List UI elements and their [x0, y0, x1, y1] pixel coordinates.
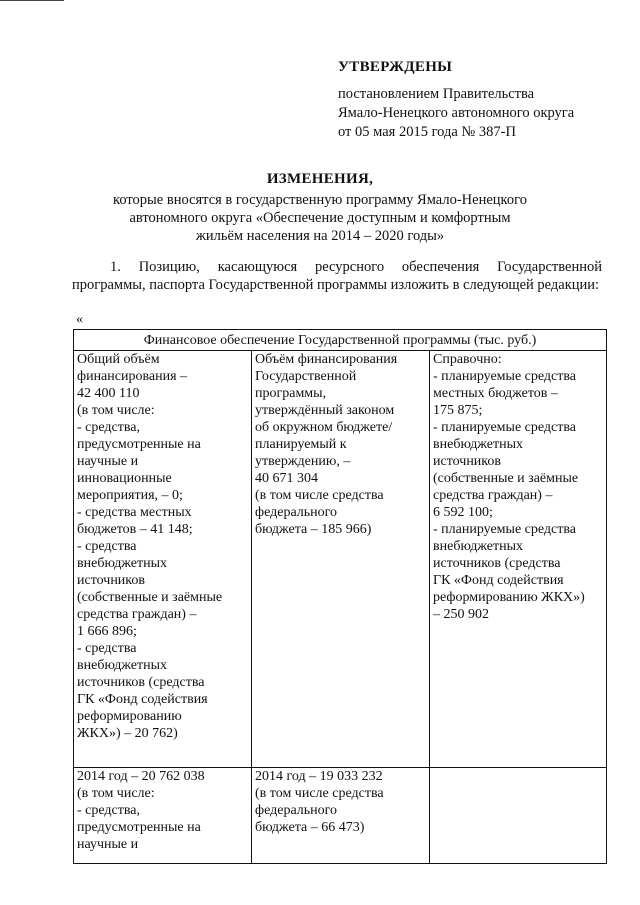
cell-line: предусмотренные на — [77, 437, 201, 452]
approval-line: постановлением Правительства — [338, 86, 535, 102]
cell-line: - средства — [77, 641, 137, 656]
cell-line: утверждению, – — [255, 454, 351, 469]
cell-line: бюджета – 185 966) — [255, 522, 372, 537]
cell-line: внебюджетных — [77, 556, 168, 571]
cell-line: - планируемые средства — [433, 369, 577, 384]
cell-line: Государственной — [255, 369, 357, 384]
cell-line: средства граждан) – — [77, 607, 197, 622]
table-row — [74, 768, 607, 864]
cell-line: 6 592 100; — [433, 505, 493, 520]
cell-line: инновационные — [77, 471, 172, 486]
document-title: ИЗМЕНЕНИЯ, — [266, 171, 374, 187]
approval-line: Ямало-Ненецкого автономного округа — [338, 105, 575, 121]
cell-line: источников (средства — [77, 675, 205, 690]
table-header: Финансовое обеспечение Государственной программы (тыс. руб.) — [74, 330, 607, 351]
cell-line: планируемый к — [255, 437, 347, 452]
heading-line: жильём населения на 2014 – 2020 годы» — [195, 228, 445, 244]
cell-line: 2014 год – 20 762 038 — [77, 769, 205, 784]
year-2014-total-cell — [74, 768, 252, 864]
cell-line: финансирования – — [77, 369, 188, 384]
approval-block — [338, 58, 618, 142]
cell-line: (собственные и заёмные — [77, 590, 223, 605]
cell-line: программы, — [255, 386, 327, 401]
cell-line: бюджета – 66 473) — [255, 820, 365, 835]
cell-line: утверждённый законом — [255, 403, 395, 418]
top-left-rule — [0, 0, 64, 1]
cell-line: внебюджетных — [433, 539, 524, 554]
cell-line: источников (средства — [433, 556, 561, 571]
cell-line: научные и — [77, 454, 139, 469]
cell-line: федерального — [255, 505, 338, 520]
cell-line: об окружном бюджете/ — [255, 420, 393, 435]
cell-line: предусмотренные на — [77, 820, 201, 835]
document-heading — [80, 170, 560, 245]
program-financing-cell — [252, 351, 430, 768]
cell-line: 40 671 304 — [255, 471, 318, 486]
cell-line: 1 666 896; — [77, 624, 137, 639]
cell-line: - средства, — [77, 803, 140, 818]
cell-line: ГК «Фонд содействия — [77, 692, 208, 707]
cell-line: - средства местных — [77, 505, 192, 520]
cell-line: средства граждан) – — [433, 488, 553, 503]
cell-line: источников — [77, 573, 146, 588]
cell-line: Объём финансирования — [255, 352, 398, 367]
cell-line: - средства, — [77, 420, 140, 435]
year-2014-program-cell — [252, 768, 430, 864]
approval-stamp: УТВЕРЖДЕНЫ — [338, 59, 453, 75]
cell-line: Общий объём — [77, 352, 160, 367]
cell-line: (в том числе: — [77, 403, 155, 418]
cell-line: (собственные и заёмные — [433, 471, 579, 486]
cell-line: 42 400 110 — [77, 386, 140, 401]
cell-line: (в том числе средства — [255, 786, 384, 801]
table-row — [74, 351, 607, 768]
cell-line: 175 875; — [433, 403, 483, 418]
cell-line: федерального — [255, 803, 338, 818]
heading-line: автономного округа «Обеспечение доступным и комфортным — [129, 210, 511, 226]
cell-line: - средства — [77, 539, 137, 554]
cell-line: (в том числе: — [77, 786, 155, 801]
approval-line: от 05 мая 2015 года № 387-П — [338, 124, 516, 140]
cell-line: – 250 902 — [433, 607, 489, 622]
cell-line: ГК «Фонд содействия — [433, 573, 564, 588]
year-2014-reference-cell — [430, 768, 607, 864]
cell-line: (в том числе средства — [255, 488, 384, 503]
cell-line: реформированию ЖКХ») — [433, 590, 585, 605]
cell-line: 2014 год – 19 033 232 — [255, 769, 383, 784]
cell-line: источников — [433, 454, 502, 469]
cell-line: Справочно: — [433, 352, 502, 367]
heading-line: которые вносятся в государственную программу Ямало-Ненецкого — [113, 192, 527, 208]
reference-cell — [430, 351, 607, 768]
cell-line: - планируемые средства — [433, 522, 577, 537]
financing-table — [73, 329, 607, 864]
cell-line: внебюджетных — [77, 658, 168, 673]
cell-line: мероприятия, – 0; — [77, 488, 183, 503]
total-financing-cell — [74, 351, 252, 768]
cell-line: реформированию — [77, 709, 182, 724]
opening-quote-mark: « — [76, 312, 83, 327]
cell-line: ЖКХ») – 20 762) — [77, 726, 178, 741]
cell-line: научные и — [77, 837, 139, 852]
body-paragraph: 1. Позицию, касающуюся ресурсного обеспечения Государственной программы, паспорта Государственной программы изложить в следующей редакции: — [72, 259, 602, 293]
cell-line: местных бюджетов – — [433, 386, 558, 401]
cell-line: бюджетов – 41 148; — [77, 522, 193, 537]
cell-line: внебюджетных — [433, 437, 524, 452]
cell-line: - планируемые средства — [433, 420, 577, 435]
